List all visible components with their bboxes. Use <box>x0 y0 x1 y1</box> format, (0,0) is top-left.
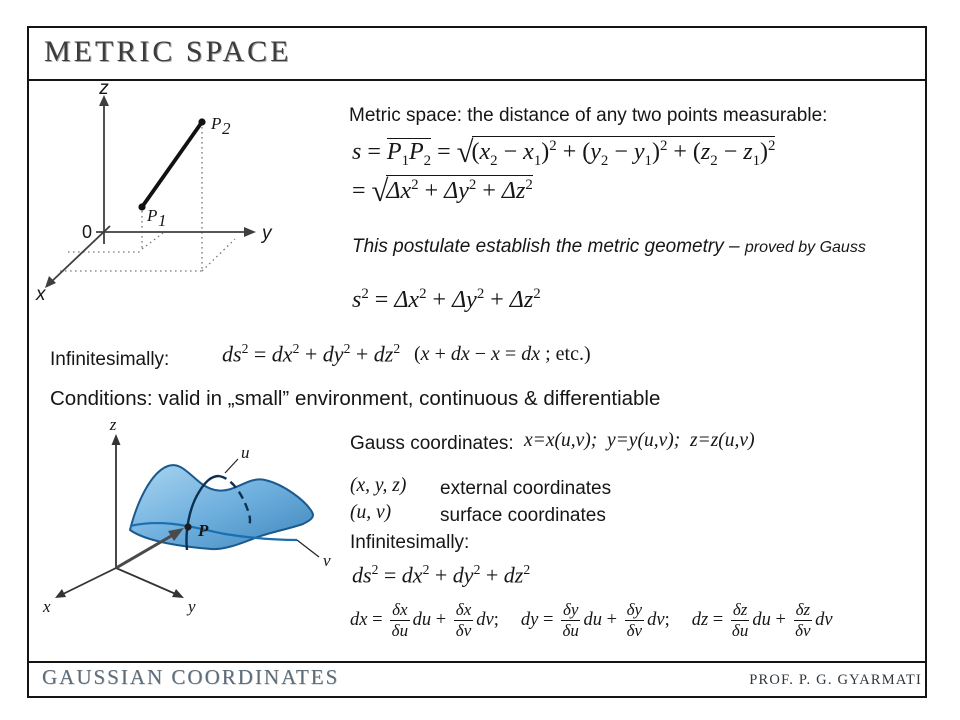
p1-label: P <box>147 206 158 225</box>
dz-equation: dz = $\frac{\delta z}{\delta u}$ du + $\frac{\delta z}{\delta v}$ dv <box>691 599 833 641</box>
infinitesimally-label-2: Infinitesimally: <box>350 532 470 553</box>
u-label: u <box>241 443 250 462</box>
point-p1 <box>138 203 145 210</box>
gauss-coordinates-label: Gauss coordinates: <box>350 433 514 454</box>
title-separator-line <box>27 79 927 81</box>
infinitesimally-label: Infinitesimally: <box>50 349 170 370</box>
ds-squared-formula-2: $ds^2 = dx^2 + dy^2 + dz^2$ <box>352 562 531 588</box>
point-p2 <box>198 118 205 125</box>
z-axis-label: z <box>109 415 117 434</box>
external-coords-label: external coordinates <box>440 478 612 499</box>
z-axis-label: z <box>99 78 109 99</box>
s-squared-formula: $s^2 = \Delta x^2 + \Delta y^2 + \Delta z^2$ <box>352 286 541 313</box>
p-label: P <box>198 521 209 540</box>
x-axis-label: x <box>36 284 46 305</box>
y-axis-label: y <box>262 223 272 244</box>
surface-coords-symbol: (u, v) <box>350 502 392 523</box>
x-axis <box>61 568 116 595</box>
gauss-surface-diagram <box>35 416 335 656</box>
footer-separator-line <box>27 661 927 663</box>
p2-subscript: 2 <box>222 119 231 138</box>
footer-slide-title: GAUSSIAN COORDINATES <box>42 665 340 689</box>
surface-coords-label: surface coordinates <box>440 505 606 526</box>
ds-note: (x + dx − x = dx ; etc.) <box>414 343 591 365</box>
x-axis <box>49 226 110 284</box>
p2-label: P <box>211 114 222 133</box>
partial-derivative-formulas <box>350 592 833 648</box>
postulate-text <box>352 236 866 258</box>
distance-formula <box>352 133 775 211</box>
dy-equation: dy = $\frac{\delta y}{\delta u}$ du + $\frac{\delta y}{\delta v}$ dv; <box>520 599 670 641</box>
gauss-coordinate-definitions: x=x(u,v); y=y(u,v); z=z(u,v) <box>524 430 755 451</box>
p1-subscript: 1 <box>158 211 167 230</box>
conditions-text: Conditions: valid in „small” environment, continuous & differentiable <box>50 387 661 410</box>
ds-squared-formula: $ds^2 = dx^2 + dy^2 + dz^2$ <box>222 341 401 367</box>
segment-p1-p2 <box>142 122 202 207</box>
v-label: v <box>323 551 331 570</box>
postulate-main: This postulate establish the metric geometry – <box>352 236 745 257</box>
lead-text: Metric space: the distance of any two points measurable: <box>349 105 828 126</box>
distance-formula-line1: $s = P_1P_2 = √(x_2 - x_1)^2 + (y_2 - y_1)^2 + (z_2 - z_1)^2$ <box>352 135 776 169</box>
origin-label: 0 <box>81 222 92 242</box>
postulate-note: proved by Gauss <box>744 239 866 256</box>
u-pointer-line <box>225 459 238 473</box>
external-coords-symbol: (x, y, z) <box>350 475 407 496</box>
metric-space-diagram <box>32 78 292 316</box>
x-axis-label: x <box>43 597 51 616</box>
y-axis <box>116 568 178 595</box>
v-pointer-line <box>297 540 319 557</box>
y-axis-label: y <box>188 597 196 616</box>
point-p <box>184 523 191 530</box>
page-title: METRIC SPACE <box>44 35 292 68</box>
footer-author: PROF. P. G. GYARMATI <box>749 672 922 688</box>
distance-formula-line2: = $√\Delta x^2 + \Delta y^2 + \Delta z^2$ <box>352 174 533 208</box>
dx-equation: dx = $\frac{\delta x}{\delta u}$ du + $\frac{\delta x}{\delta v}$ dv; <box>350 599 499 641</box>
